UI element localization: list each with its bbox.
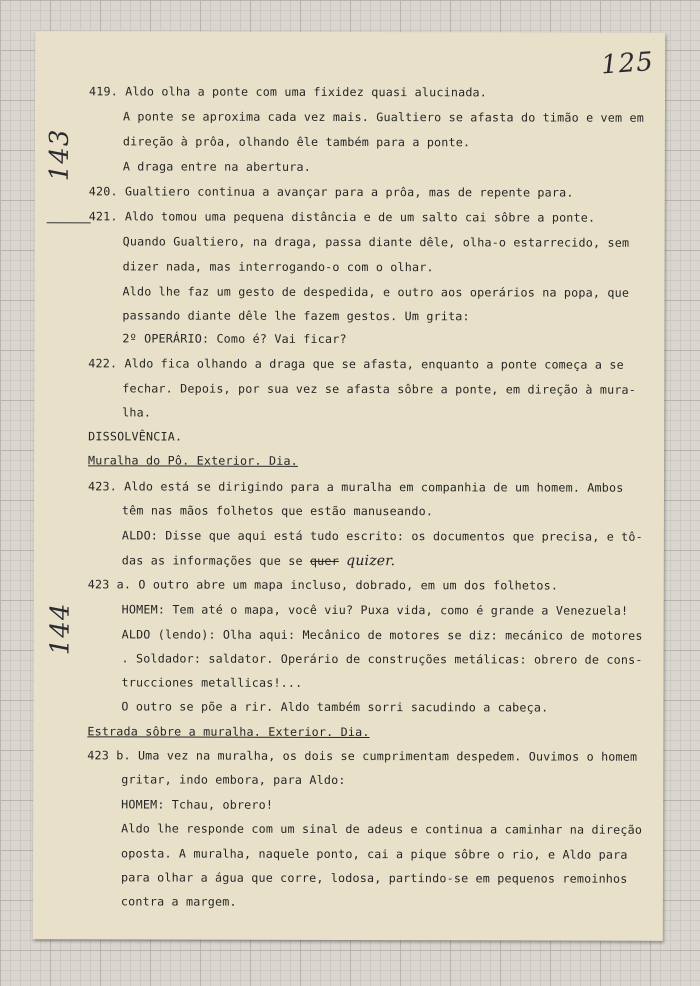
text-line: oposta. A muralha, naquele ponto, cai a pique sôbre o rio, e Aldo para [121,846,628,862]
text-line: Aldo lhe responde com um sinal de adeus e continua a caminhar na direção [121,821,643,837]
text-line: 419. Aldo olha a ponte com uma fixidez quasi alucinada. [89,84,488,100]
text-line: passando diante dêle lhe fazem gestos. Um grita: [122,308,470,324]
typescript-page [33,31,665,941]
text-line: Aldo lhe faz um gesto de despedida, e outro aos operários na popa, que [122,284,630,300]
text-line: lha. [122,405,152,420]
handwritten-correction: quizer. [346,552,396,570]
text-line: DISSOLVÊNCIA. [88,429,183,444]
text-line: ALDO (lendo): Olha aqui: Mecânico de motores se diz: mecánico de motores [121,627,643,643]
text-line: contra a margem. [120,894,237,909]
text-line: 422. Aldo fica olhando a draga que se afasta, enquanto a ponte começa a se [88,356,624,372]
text-line: A draga entre na abertura. [122,159,312,174]
text-line: ALDO: Disse que aqui está tudo escrito: os documentos que precisa, e tô- [121,528,643,544]
text-line: 2º OPERÁRIO: Como é? Vai ficar? [122,331,347,346]
margin-number-143: 143 [44,128,75,182]
text-line: HOMEM: Tem até o mapa, você viu? Puxa vida, como é grande a Venezuela! [121,602,629,618]
text-line: A ponte se aproxima cada vez mais. Gualtiero se afasta do timão e vem em [122,109,645,125]
text-line: O outro se põe a rir. Aldo também sorri sacudindo a cabeça. [121,699,549,715]
text-line: Quando Gualtiero, na draga, passa diante dêle, olha-o estarrecido, sem [122,234,630,250]
text-line: direção à prôa, olhando êle também para a ponte. [122,134,471,150]
section-rule-421 [47,222,91,223]
text-line: 423 b. Uma vez na muralha, os dois se cumprimentam despedem. Ouvimos o homem [87,748,638,764]
text-line [122,552,396,569]
text-line: 423 a. O outro abre um mapa incluso, dobrado, em um dos folhetos. [87,577,559,593]
text-line: HOMEM: Tchau, obrero! [121,797,274,812]
scene-heading: Estrada sôbre a muralha. Exterior. Dia. [87,724,370,740]
scene-heading: Muralha do Pô. Exterior. Dia. [88,453,298,468]
text-line: para olhar a água que corre, lodosa, partindo-se em pequenos remoinhos [120,870,628,886]
struck-word: quer [309,553,339,568]
page-number: 125 [600,46,655,81]
text-line: . Soldador: saldator. Operário de construções metálicas: obrero de cons- [121,651,643,667]
text-line: 423. Aldo está se dirigindo para a muralha em companhia de um homem. Ambos [87,479,624,495]
text-line: fechar. Depois, por sua vez se afasta sôbre a ponte, em direção à mura- [122,381,637,397]
text-line: têm nas mãos folhetos que estão manuseando. [121,503,434,519]
margin-number-144: 144 [45,602,76,656]
text-line: dizer nada, mas interrogando-o com o olhar. [122,259,434,275]
text-line: 420. Gualtiero continua a avançar para a prôa, mas de repente para. [88,184,574,200]
text-line: 421. Aldo tomou uma pequena distância e de um salto cai sôbre a ponte. [88,209,596,225]
text-line: gritar, indo embora, para Aldo: [121,772,346,787]
text-fragment: das as informações que se [121,553,310,568]
text-line: trucciones metallicas!... [121,675,303,690]
